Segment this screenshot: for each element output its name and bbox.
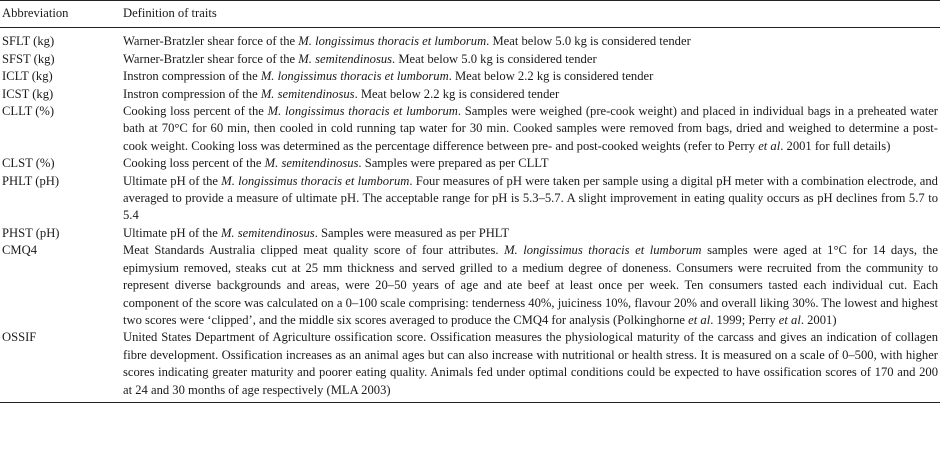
table-body (0, 28, 940, 403)
table-row (0, 242, 940, 329)
trait-definition: United States Department of Agriculture ossification score. Ossification measures the physiological maturity of the carcass and gives an indication of collagen fibre development. Ossification increases as an animal ages but can also increase with nutritional or health stress. It is measured on a scale of 0–500, with higher scores indicating greater maturity and poorer eating quality. Animals fed under optimal conditions could be expected to have ossification scores of 170 and 200 at 24 and 30 months of age respectively (MLA 2003) (123, 329, 940, 402)
trait-definition: Warner-Bratzler shear force of the M. longissimus thoracis et lumborum. Meat below 5.0 kg is considered tender (123, 34, 691, 49)
table-row (0, 86, 940, 103)
trait-abbreviation: SFLT (kg) (2, 34, 55, 49)
header-abbreviation: Abbreviation (0, 1, 123, 28)
header-row (0, 1, 940, 28)
trait-abbreviation: OSSIF (0, 329, 123, 402)
table-row (0, 68, 940, 85)
trait-abbreviation: CLLT (%) (2, 104, 55, 119)
table-row (0, 103, 940, 155)
trait-definition: Instron compression of the M. longissimus thoracis et lumborum. Meat below 2.2 kg is considered tender (123, 69, 654, 84)
trait-abbreviation: CLST (%) (2, 156, 55, 171)
trait-definition: Meat Standards Australia clipped meat quality score of four attributes. M. longissimus thoracis et lumborum samples were aged at 1°C for 14 days, the epimysium removed, steaks cut at 25 mm thickness and served grilled to a medium degree of doneness. Consumers were recruited from the community to represent diverse backgrounds and areas, were 20–50 years of age and ate beef at least once per week. Ten consumers tasted each individual cut. Each component of the score was calculated on a 0–100 scale comprising: tenderness 40%, juiciness 10%, flavour 20% and overall liking 30%. The lowest and highest two scores were ‘clipped’, and the middle six scores averaged to produce the CMQ4 for analysis (Polkinghorne et al. 1999; Perry et al. 2001) (123, 243, 938, 327)
trait-definition: Warner-Bratzler shear force of the M. semitendinosus. Meat below 5.0 kg is considered tender (123, 51, 597, 66)
table-row (0, 155, 940, 172)
header-definition: Definition of traits (123, 1, 940, 28)
table-row (0, 28, 940, 51)
table-row (0, 225, 940, 242)
trait-abbreviation: CMQ4 (2, 243, 37, 258)
trait-definition: Instron compression of the M. semitendinosus. Meat below 2.2 kg is considered tender (123, 86, 560, 101)
trait-abbreviation: ICST (kg) (2, 86, 54, 101)
table-row (0, 173, 940, 225)
trait-abbreviation: PHLT (pH) (2, 173, 60, 188)
table-row (0, 51, 940, 68)
trait-definition: Ultimate pH of the M. longissimus thoracis et lumborum. Four measures of pH were taken per sample using a digital pH meter with a combination electrode, and averaged to provide a measure of ultimate pH. The acceptable range for pH is 5.3–5.7. A slight improvement in eating quality occurs as pH declines from 5.7 to 5.4 (123, 173, 938, 223)
table-row (0, 329, 940, 402)
trait-abbreviation: ICLT (kg) (2, 69, 53, 84)
table-header (0, 1, 940, 28)
trait-definition: Cooking loss percent of the M. semitendinosus. Samples were prepared as per CLLT (123, 156, 549, 171)
trait-definition: Ultimate pH of the M. semitendinosus. Samples were measured as per PHLT (123, 225, 510, 240)
trait-abbreviation: PHST (pH) (2, 225, 60, 240)
trait-definition: Cooking loss percent of the M. longissimus thoracis et lumborum. Samples were weighed (pre-cook weight) and placed in individual bags in a preheated water bath at 70°C for 60 min, then cooled in cold running tap water for 30 min. Cooked samples were removed from bags, dried and weighed to determine a post-cook weight. Cooking loss was determined as the percentage difference between pre- and post-cooked weights (refer to Perry et al. 2001 for full details) (123, 104, 938, 153)
trait-abbreviation: SFST (kg) (2, 51, 55, 66)
